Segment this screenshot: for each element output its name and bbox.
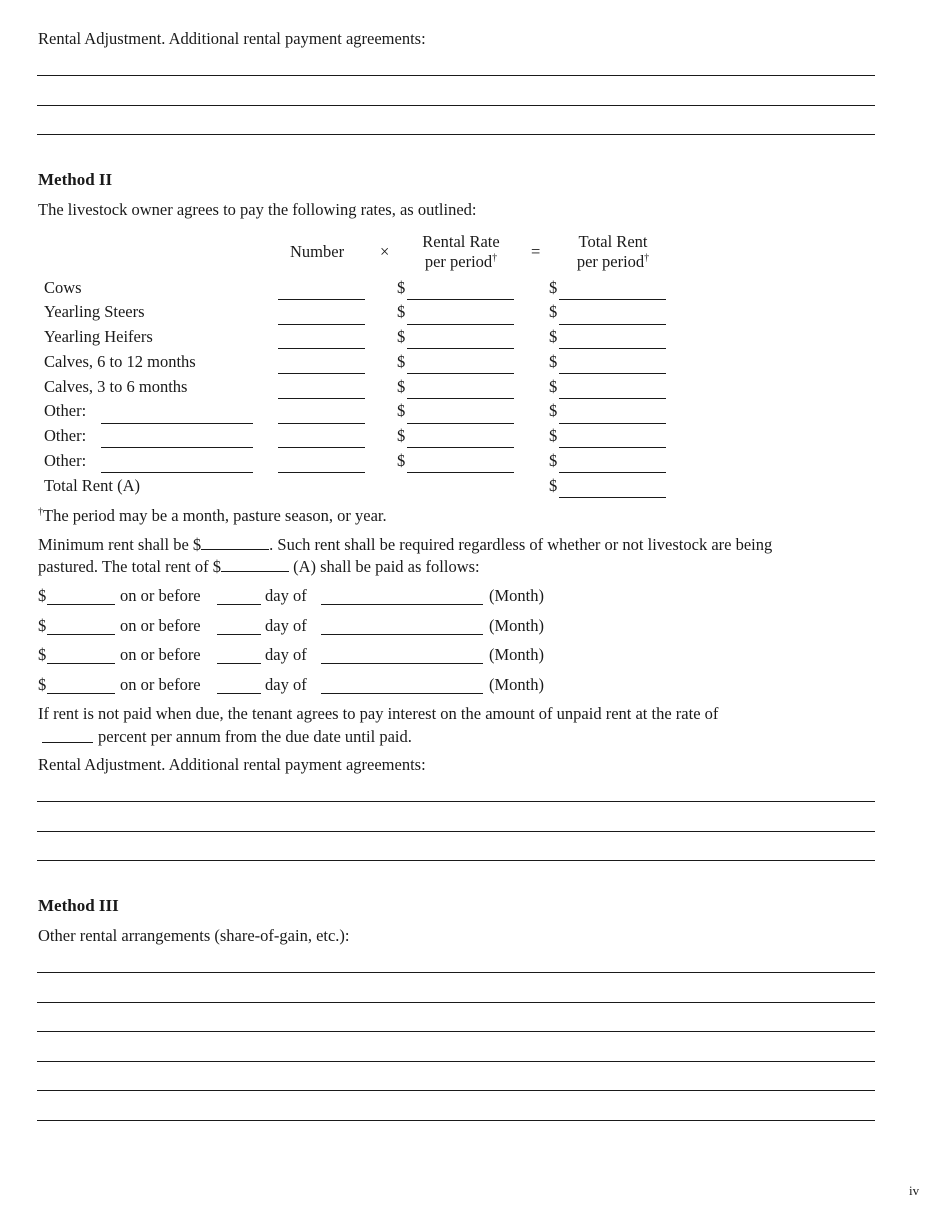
total-rent-field[interactable] [559,497,666,498]
blank-line[interactable] [37,972,875,973]
on-or-before-label: on or before [120,616,201,635]
dollar-sign: $ [549,302,558,321]
times-symbol: × [380,242,390,261]
total-rent-label: Total Rent (A) [44,476,140,495]
number-field[interactable] [278,324,365,325]
number-field[interactable] [278,373,365,374]
payment-day-field[interactable] [217,663,261,664]
blank-line[interactable] [37,1090,875,1091]
total-field[interactable] [559,472,666,473]
col-number-header: Number [290,242,345,261]
month-label: (Month) [489,675,544,694]
other-description-field[interactable] [101,447,253,448]
day-of-label: day of [265,675,307,694]
minimum-rent-line1: Minimum rent shall be $ . Such rent shall be required regardless of whether or not livestock are being [38,535,773,554]
rate-field[interactable] [407,299,514,300]
number-field[interactable] [278,423,365,424]
payment-day-field[interactable] [217,604,261,605]
payment-month-field[interactable] [321,604,483,605]
rental-adjustment-label: Rental Adjustment. Additional rental payment agreements: [38,755,426,774]
payment-amount-field[interactable] [47,604,115,605]
dollar-sign: $ [549,401,558,420]
dollar-sign: $ [38,675,47,694]
blank-line[interactable] [37,1061,875,1062]
interest-rate-field[interactable] [42,742,93,743]
col-total-line2: per period† [576,252,650,271]
dollar-sign: $ [549,377,558,396]
payment-month-field[interactable] [321,663,483,664]
dollar-sign: $ [549,352,558,371]
day-of-label: day of [265,616,307,635]
col-rate-line1: Rental Rate [422,232,500,251]
other-description-field[interactable] [101,423,253,424]
on-or-before-label: on or before [120,586,201,605]
on-or-before-label: on or before [120,645,201,664]
row-label: Other: [44,401,87,420]
payment-amount-field[interactable] [47,634,115,635]
dollar-sign: $ [549,476,558,495]
total-field[interactable] [559,373,666,374]
total-field[interactable] [559,348,666,349]
period-footnote: †The period may be a month, pasture season, or year. [38,506,387,525]
dollar-sign: $ [397,278,406,297]
payment-amount-field[interactable] [47,663,115,664]
dollar-sign: $ [549,426,558,445]
method-2-intro: The livestock owner agrees to pay the following rates, as outlined: [38,200,477,219]
number-field[interactable] [278,398,365,399]
interest-line1: If rent is not paid when due, the tenant agrees to pay interest on the amount of unpaid rent at the rate of [38,704,719,723]
minimum-rent-field[interactable] [201,535,269,550]
payment-amount-field[interactable] [47,693,115,694]
blank-line[interactable] [37,1002,875,1003]
total-field[interactable] [559,423,666,424]
dollar-sign: $ [549,451,558,470]
day-of-label: day of [265,645,307,664]
row-label: Other: [44,426,87,445]
number-field[interactable] [278,299,365,300]
dollar-sign: $ [38,645,47,664]
payment-day-field[interactable] [217,634,261,635]
rate-field[interactable] [407,447,514,448]
blank-line[interactable] [37,105,875,106]
total-field[interactable] [559,398,666,399]
blank-line[interactable] [37,831,875,832]
method-2-heading: Method II [38,170,113,189]
row-label: Other: [44,451,87,470]
number-field[interactable] [278,348,365,349]
month-label: (Month) [489,616,544,635]
dollar-sign: $ [397,377,406,396]
rate-field[interactable] [407,348,514,349]
col-total-line1: Total Rent [578,232,648,251]
dagger: † [492,252,498,264]
method-3-heading: Method III [38,896,119,915]
payment-month-field[interactable] [321,634,483,635]
col-rate-line2: per period† [424,252,498,271]
blank-line[interactable] [37,860,875,861]
dagger: † [38,506,43,518]
dollar-sign: $ [397,352,406,371]
other-description-field[interactable] [101,472,253,473]
blank-line[interactable] [37,1120,875,1121]
on-or-before-label: on or before [120,675,201,694]
rate-field[interactable] [407,373,514,374]
dollar-sign: $ [549,327,558,346]
dollar-sign: $ [38,616,47,635]
minimum-rent-line2: pastured. The total rent of $ (A) shall be paid as follows: [38,557,480,576]
number-field[interactable] [278,447,365,448]
page-number: iv [909,1183,920,1198]
dollar-sign: $ [397,401,406,420]
col-total-header [557,232,669,272]
total-field[interactable] [559,447,666,448]
rate-field[interactable] [407,398,514,399]
rental-adjustment-label-top: Rental Adjustment. Additional rental payment agreements: [38,29,426,48]
payment-month-field[interactable] [321,693,483,694]
blank-line[interactable] [37,801,875,802]
dollar-sign: $ [397,302,406,321]
blank-line[interactable] [37,75,875,76]
dollar-sign: $ [397,426,406,445]
rate-field[interactable] [407,423,514,424]
rate-field[interactable] [407,472,514,473]
rate-field[interactable] [407,324,514,325]
number-field[interactable] [278,472,365,473]
equals-symbol: = [531,242,541,261]
col-rate-header [405,232,517,272]
row-label: Calves, 6 to 12 months [44,352,196,371]
blank-line[interactable] [37,134,875,135]
row-label: Yearling Steers [44,302,145,321]
dagger: † [644,252,650,264]
method-3-intro: Other rental arrangements (share-of-gain, etc.): [38,926,350,945]
row-label: Yearling Heifers [44,327,153,346]
total-field[interactable] [559,299,666,300]
month-label: (Month) [489,645,544,664]
total-rent-amount-field[interactable] [221,557,289,572]
dollar-sign: $ [397,327,406,346]
dollar-sign: $ [38,586,47,605]
dollar-sign: $ [397,451,406,470]
day-of-label: day of [265,586,307,605]
blank-line[interactable] [37,1031,875,1032]
month-label: (Month) [489,586,544,605]
row-label: Cows [44,278,82,297]
interest-line2: percent per annum from the due date until paid. [98,727,412,746]
dollar-sign: $ [549,278,558,297]
payment-day-field[interactable] [217,693,261,694]
row-label: Calves, 3 to 6 months [44,377,188,396]
total-field[interactable] [559,324,666,325]
